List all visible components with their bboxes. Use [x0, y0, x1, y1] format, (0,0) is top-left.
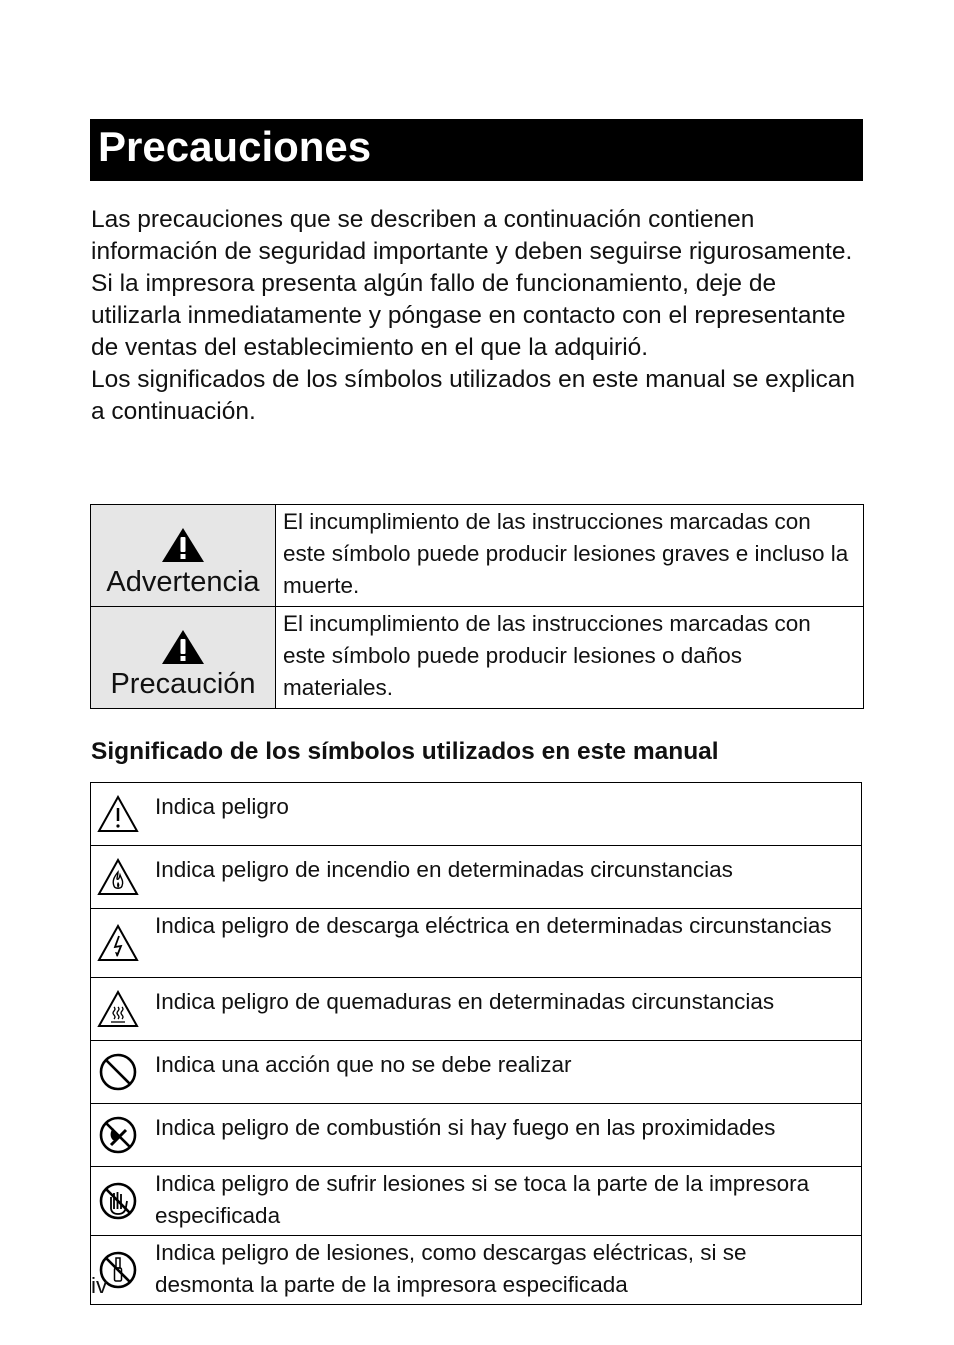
symbol-description: Indica peligro de descarga eléctrica en determinadas circunstancias: [145, 909, 862, 978]
electric-shock-icon: [97, 924, 139, 962]
symbol-description: Indica peligro: [145, 783, 862, 846]
table-row: [91, 846, 862, 909]
table-row: [91, 1104, 862, 1167]
warning-row-precaucion: [91, 607, 864, 709]
warning-description: El incumplimiento de las instrucciones marcadas con este símbolo puede producir lesiones o daños materiales.: [276, 607, 864, 709]
symbol-description: Indica una acción que no se debe realizar: [145, 1041, 862, 1104]
page-title: Precauciones: [98, 123, 372, 170]
warning-triangle-icon: [161, 527, 205, 563]
page-number: iv: [91, 1273, 108, 1298]
table-row: [91, 1041, 862, 1104]
table-row: [91, 1236, 862, 1305]
prohibited-icon: [98, 1052, 138, 1092]
symbols-heading: Significado de los símbolos utilizados en este manual: [91, 738, 719, 765]
warning-triangle-icon: [161, 629, 205, 665]
table-row: [91, 909, 862, 978]
intro-paragraph: Las precauciones que se describen a continuación contienen información de seguridad importante y deben seguirse rigurosamente.: [91, 206, 853, 265]
hot-surface-icon: [97, 990, 139, 1028]
page-title-bar: [90, 119, 863, 181]
table-row: [91, 978, 862, 1041]
warning-levels-table: [90, 504, 864, 709]
warning-label: Precaución: [110, 667, 256, 700]
no-open-flame-icon: [98, 1115, 138, 1155]
symbol-description: Indica peligro de sufrir lesiones si se toca la parte de la impresora especificada: [145, 1167, 862, 1236]
warning-row-advertencia: [91, 505, 864, 607]
danger-triangle-icon: [97, 795, 139, 833]
intro-paragraph: Si la impresora presenta algún fallo de funcionamiento, deje de utilizarla inmediatamente y póngase en contacto con el representante de ventas del establecimiento en el que la adquirió.: [91, 270, 846, 361]
symbol-description: Indica peligro de incendio en determinadas circunstancias: [145, 846, 862, 909]
warning-label: Advertencia: [106, 565, 260, 598]
warning-description: El incumplimiento de las instrucciones marcadas con este símbolo puede producir lesiones graves e incluso la muerte.: [276, 505, 864, 607]
warning-label-cell: [91, 505, 276, 607]
symbols-table: [90, 782, 862, 1305]
symbol-description: Indica peligro de combustión si hay fuego en las proximidades: [145, 1104, 862, 1167]
intro-paragraph: Los significados de los símbolos utilizados en este manual se explican a continuación.: [91, 366, 856, 425]
fire-hazard-icon: [97, 858, 139, 896]
warning-label-cell: [91, 607, 276, 709]
table-row: [91, 1167, 862, 1236]
table-row: [91, 783, 862, 846]
do-not-touch-icon: [98, 1181, 138, 1221]
intro-text: [91, 204, 866, 428]
symbol-description: Indica peligro de lesiones, como descargas eléctricas, si se desmonta la parte de la impresora especificada: [145, 1236, 862, 1305]
symbol-description: Indica peligro de quemaduras en determinadas circunstancias: [145, 978, 862, 1041]
